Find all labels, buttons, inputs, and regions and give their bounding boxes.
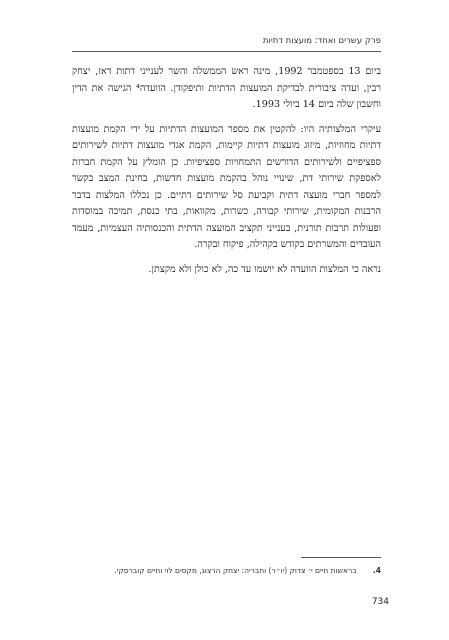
footnote-text: בראשות חיים י׳ צדוק (יו״ר) וחבריה: יצחק הרצוג, מקסים לוי וחיים קוברסקי. — [114, 566, 357, 575]
paragraph-3: נראה כי המלצות הוועדה לא יושמו עד כה, לא כולן ולא מקצתן. — [148, 263, 381, 275]
footnote-divider — [301, 557, 381, 558]
running-header: פרק עשרים ואחד: מועצות דתיות — [262, 36, 381, 46]
footnote — [72, 566, 381, 575]
header-divider — [72, 51, 381, 52]
paragraph-1: ביום 13 בספטמבר 1992, מינה ראש הממשלה והשר לענייני דתות דאז, יצחק רבין, ועדה ציבורית לבדיקת המועצות הדתיות ותיפקודן. הוועדה⁴ הגישה את הדין וחשבון שלה ביום 14 ביולי 1993. — [72, 66, 381, 110]
body-text — [72, 64, 381, 286]
paragraph-2: עיקרי המלצותיה היו: להקטין את מספר המועצות הדתיות על ידי הקמת מועצות דתיות מחוזיות, מיזוג מועצות דתיות קיימות, הקמת אגדי מועצות דתיות לשירותים ספציפיים ולשירותים הדורשים התמחויות ספציפיות. כן הומלץ על הקמת חברות לאספקת שירותי דת, שינויי נוהל בהקמת מועצות חדשות, בחינת המצב בקשר למספר חברי מועצה דתית וקביעת סל שירותים דתיים. כן נכללו המלצות בדבר הרבנות המקומית, שירותי קבורה, כשרות, מקוואות, בתי כנסת, תמיכה במוסדות ופעולות תרבות תורנית, בענייני תקציב המועצה הדתית והכנסותיה העצמיות, מעמד העובדים והמשרתים בקודש בקהילה, פיקוח ובקרה. — [72, 123, 381, 250]
page-number: 734 — [371, 597, 389, 607]
footnote-number: 4. — [372, 566, 381, 575]
